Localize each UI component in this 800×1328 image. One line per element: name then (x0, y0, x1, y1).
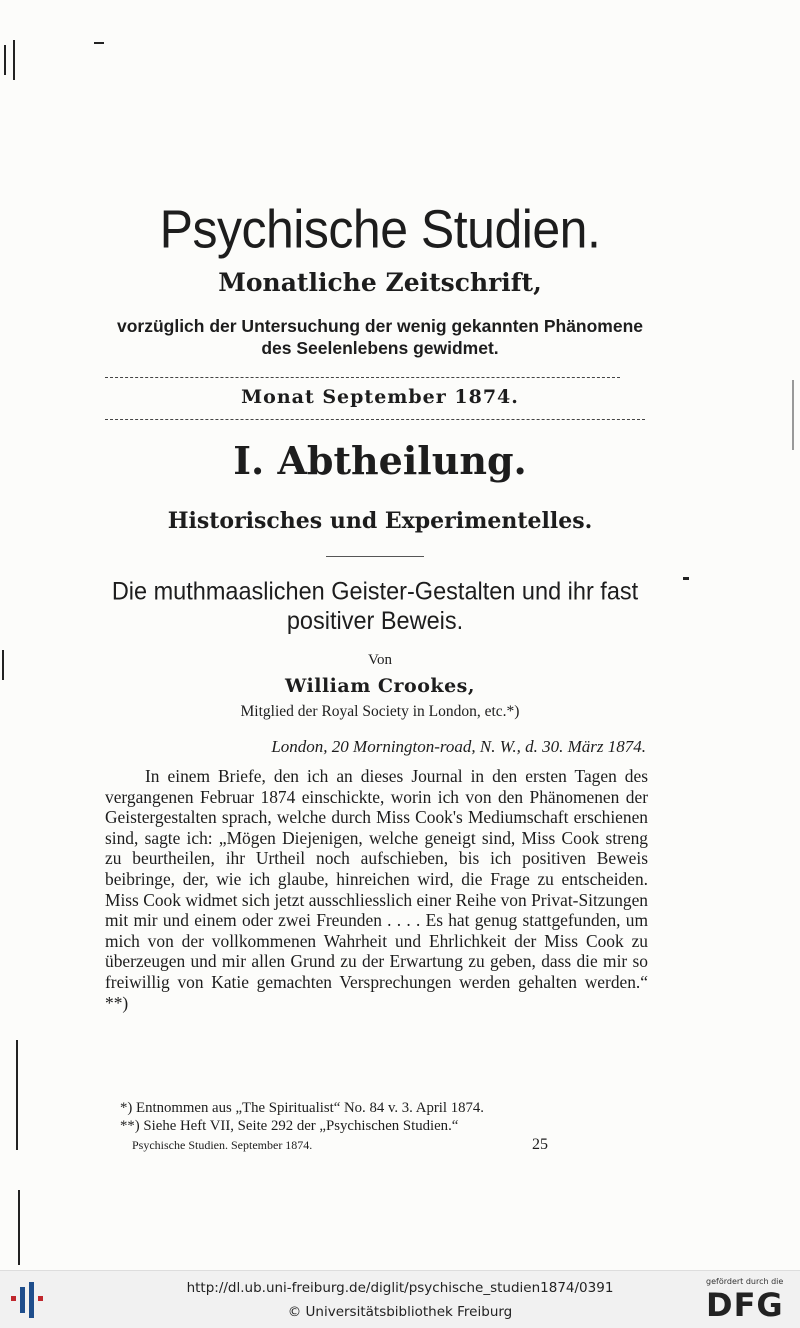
divider-top (105, 377, 620, 378)
body-paragraph: In einem Briefe, den ich an dieses Journal in den ersten Tagen des vergangenen Februar 1874 einschickte, worin ich von den Phänomenen der Geistergestalten sprach, welche durch Miss Cook's Mediumschaft erschienen sind, sagte ich: „Mögen Diejenigen, welche geneigt sind, Miss Cook streng zu beurtheilen, ihr Urtheil noch aufschieben, bis ich positiven Beweis beibringe, der, wie ich glaube, hinreichen wird, die Frage zu entscheiden. Miss Cook widmet sich jetzt ausschliesslich einer Reihe von Privat-Sitzungen mit mir und einem oder zwei Freunden . . . . Es hat genug stattgefunden, um mich von der vollkommenen Wahrheit und Ehrlichkeit der Miss Cook zu überzeugen und mir allen Grund zu der Erwartung zu geben, dass die mir so freiwillig von Katie gemachten Versprechungen werden gehalten werden.“ **) (105, 766, 648, 1013)
journal-description-line2: des Seelenlebens gewidmet. (261, 338, 499, 358)
divider-issue (105, 419, 645, 420)
issue-month: Monat September 1874. (241, 386, 519, 408)
page-number: 25 (532, 1136, 548, 1153)
footnote-2: **) Siehe Heft VII, Seite 292 der „Psychischen Studien.“ (120, 1118, 459, 1134)
dfg-logo[interactable]: DFG (706, 1286, 784, 1324)
running-title: Psychische Studien. September 1874. (132, 1138, 313, 1152)
article-title (95, 577, 655, 636)
article-title-line1: Die muthmaaslichen Geister-Gestalten und ihr fast (111, 577, 639, 605)
author-name: William Crookes, (285, 675, 475, 697)
footnote-1: *) Entnommen aus „The Spiritualist“ No. 84 v. 3. April 1874. (120, 1100, 484, 1116)
funding-note: gefördert durch die (706, 1277, 784, 1286)
article-title-line2: positiver Beweis. (286, 607, 464, 635)
article-body (105, 766, 648, 1013)
permalink-url[interactable]: http://dl.ub.uni-freiburg.de/diglit/psychische_studien1874/0391 (186, 1280, 614, 1296)
section-subheading: Historisches und Experimentelles. (167, 508, 593, 534)
journal-description-line1: vorzüglich der Untersuchung der wenig gekannten Phänomene (116, 316, 644, 336)
author-affiliation: Mitglied der Royal Society in London, etc.*) (240, 703, 520, 720)
copyright-notice: © Universitätsbibliothek Freiburg (287, 1304, 513, 1320)
footnotes (120, 1099, 650, 1135)
divider-section (326, 556, 424, 557)
byline-von: Von (368, 652, 392, 668)
dateline: London, 20 Mornington-road, N. W., d. 30. März 1874. (271, 737, 646, 756)
section-heading: I. Abtheilung. (233, 438, 527, 483)
journal-title: Psychische Studien. (159, 198, 601, 260)
journal-description (80, 315, 680, 359)
journal-subtitle: Monatliche Zeitschrift, (218, 268, 542, 297)
viewer-footer-bar (0, 1270, 800, 1328)
